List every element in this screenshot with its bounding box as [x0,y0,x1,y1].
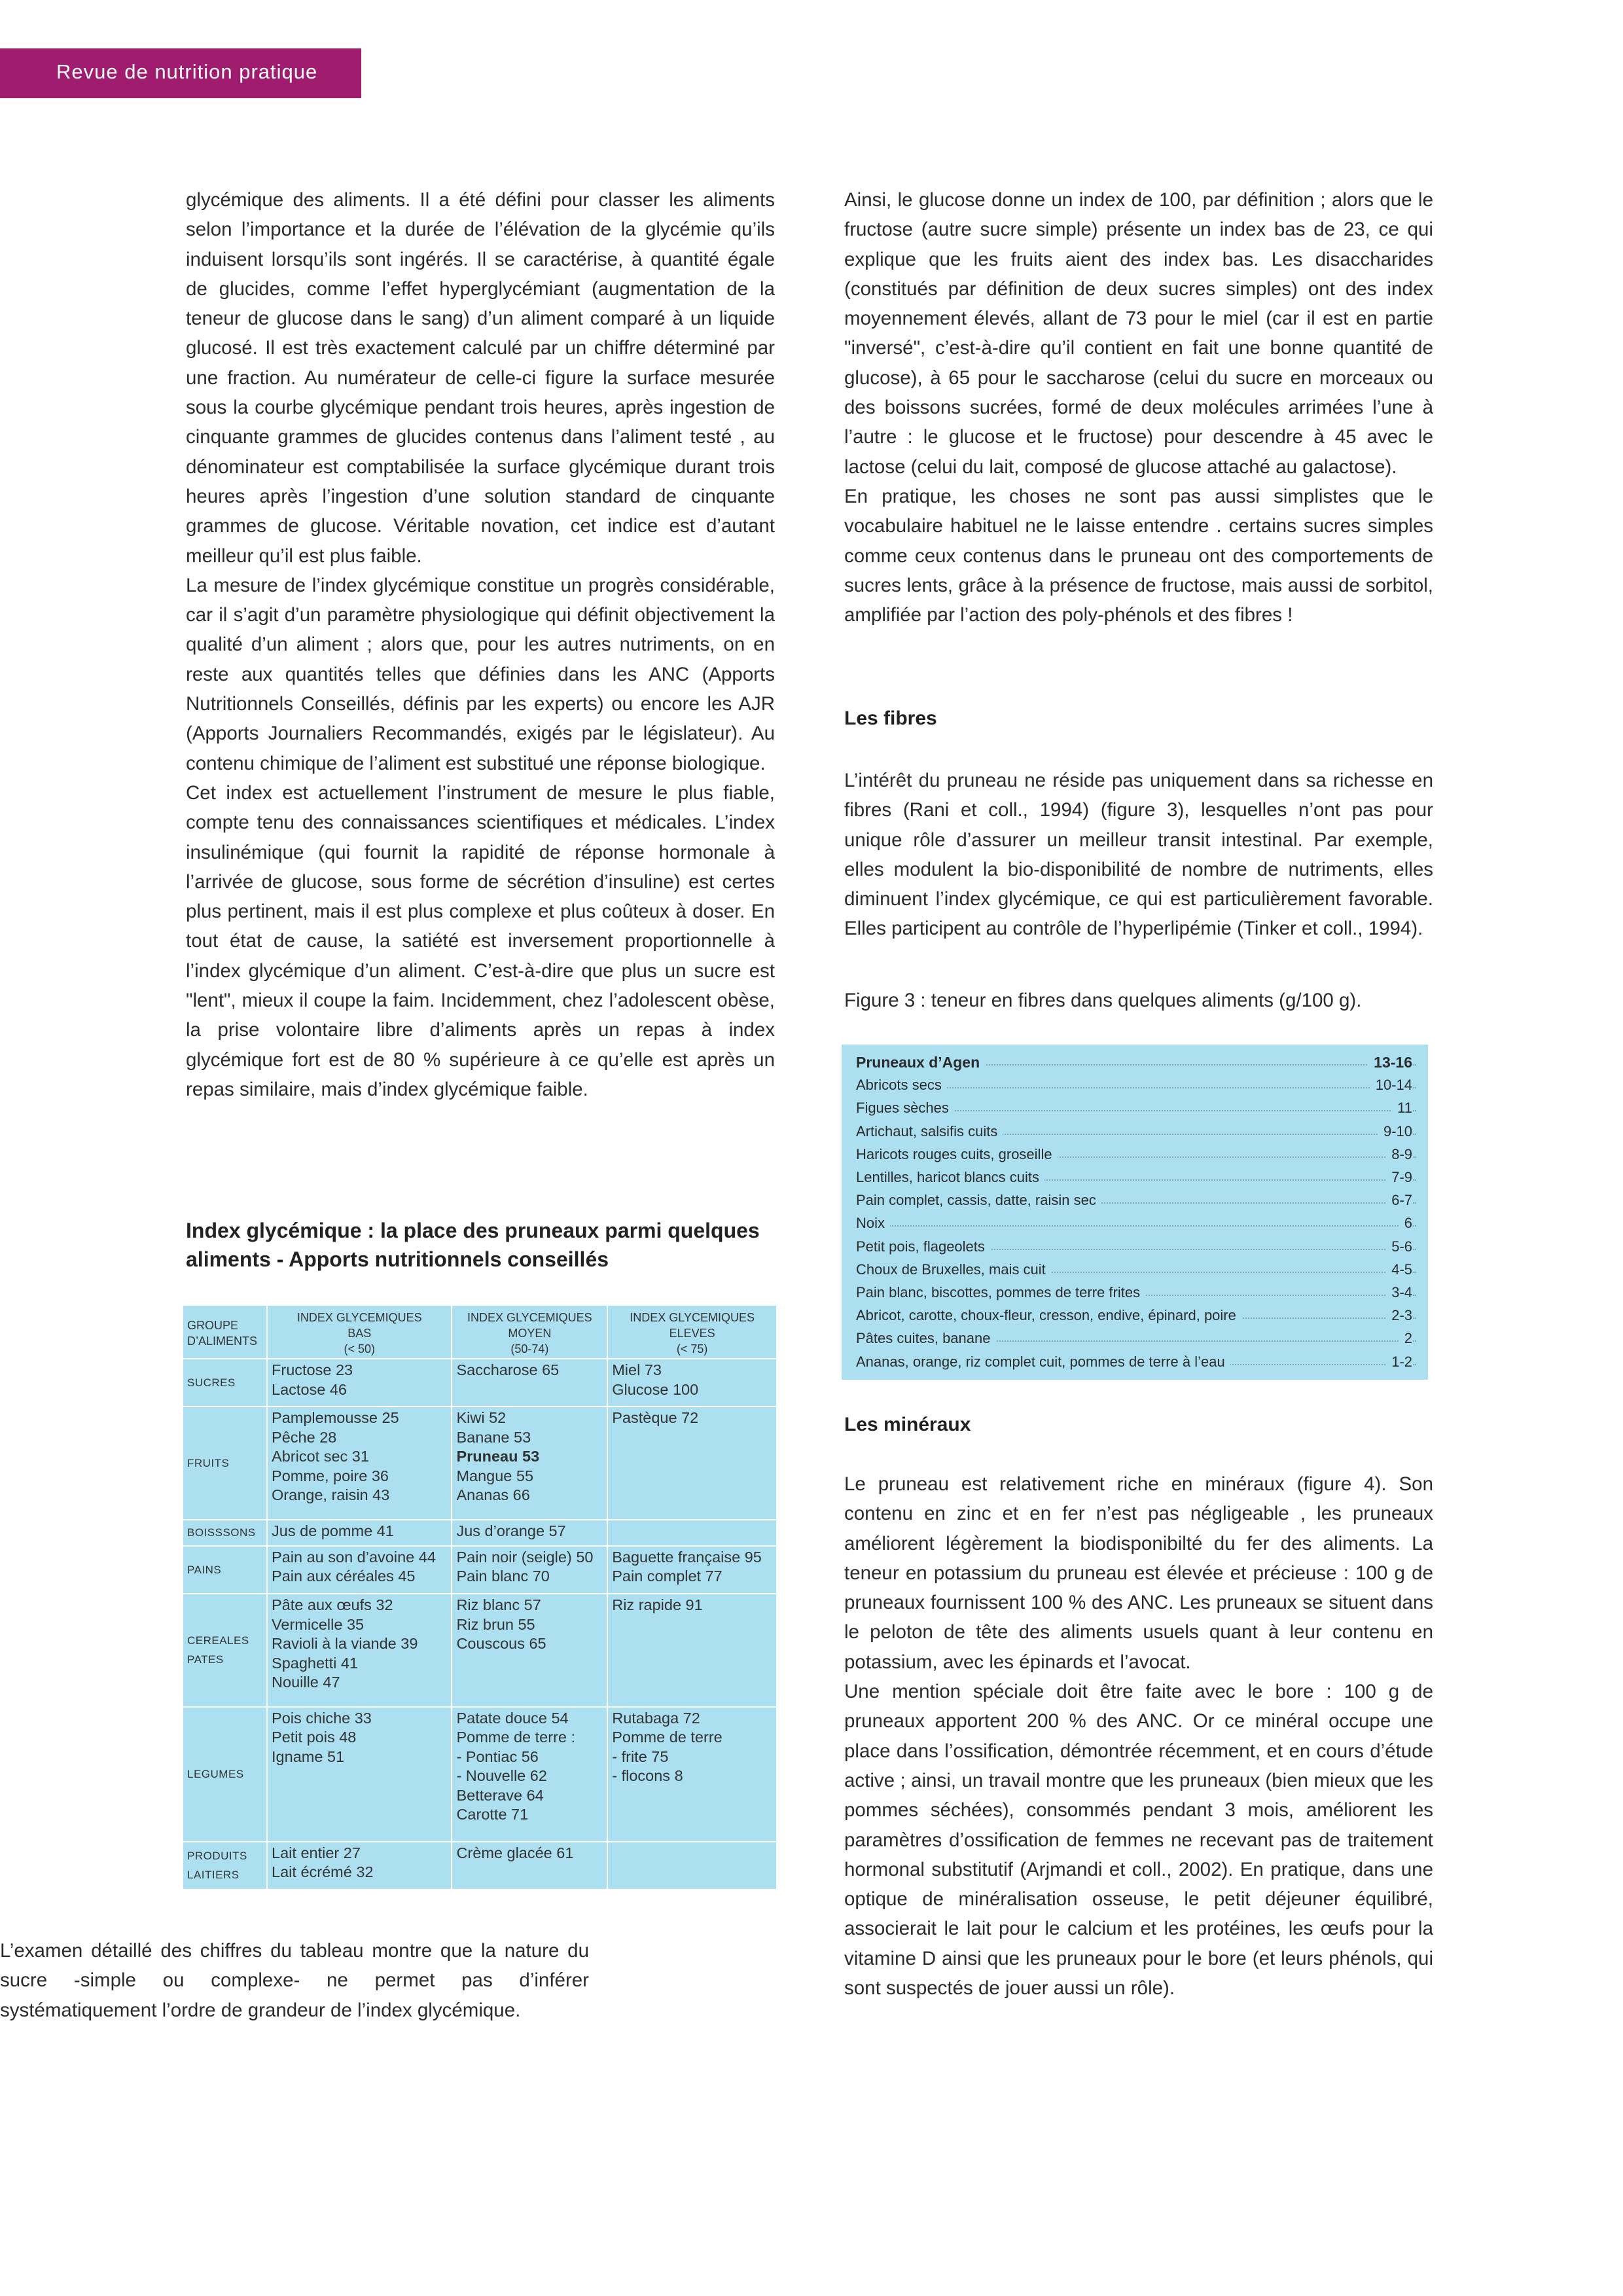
gi-cell-line: Carotte 71 [456,1806,529,1823]
gi-cell-line: FRUITS [187,1456,230,1469]
fibre-food-name: Choux de Bruxelles, mais cuit [856,1259,1051,1282]
gi-cell-line: Pamplemousse 25 [272,1409,399,1427]
gi-cell-mid [452,1594,607,1707]
gi-cell-low [267,1842,452,1890]
gi-cell-line: - frite 75 [612,1748,669,1765]
gi-cell-mid [452,1359,607,1407]
gi-header-line: D’ALIMENTS [187,1335,258,1348]
gi-cell-line: Betterave 64 [456,1786,544,1804]
gi-cell-line: Banane 53 [456,1428,531,1446]
fibre-table-row [856,1166,1416,1189]
after-table-paragraph-block [0,1936,589,2025]
gi-cell-line: Saccharose 65 [456,1361,560,1378]
fibre-food-name: Abricot, carotte, choux-fleur, cresson, endive, épinard, poire [856,1304,1241,1327]
gi-cell-line: Fructose 23 [272,1361,353,1378]
gi-table-row [183,1520,777,1546]
right-paragraph-1: Ainsi, le glucose donne un index de 100, par définition ; alors que le fructose (autre sucre simple) présente un index bas de 23, ce qui explique que les fruits aient des index bas. Les disaccharides (constitués par définition de deux sucres simples) ont des index moyennement élevés, allant de 73 pour le miel (car il est en partie "inversé", c’est-à-dire qu’il contient en fait une bonne quantité de glucose), à 65 pour le saccharose (celui du sucre en morceaux ou des boissons sucrées, formé de deux molécules arrimées l’une à l’autre : le glucose et le fructose) pour descendre à 45 avec le lactose (celui du lait, composé de glucose attaché au galactose). [844,189,1433,478]
gi-header-mid [452,1305,607,1359]
gi-cell-line: Miel 73 [612,1361,662,1378]
minerals-section-title: Les minéraux [844,1414,971,1435]
fibre-value: 7-9 [1386,1166,1412,1189]
glycemic-index-table [182,1304,777,1890]
gi-cell-high [607,1520,777,1546]
fibre-table-row [856,1189,1416,1212]
fibre-food-name: Noix [856,1212,890,1235]
gi-cell-line: Petit pois 48 [272,1729,357,1746]
fibre-food-name: Figues sèches [856,1097,954,1120]
gi-cell-low [267,1407,452,1520]
gi-cell-line: Orange, raisin 43 [272,1486,390,1504]
gi-cell-low [267,1359,452,1407]
fibre-food-name: Ananas, orange, riz complet cuit, pommes de terre à l’eau [856,1351,1230,1374]
fibre-food-name: Artichaut, salsifis cuits [856,1121,1003,1143]
gi-cell-line: Riz blanc 57 [456,1596,541,1614]
fibre-food-name: Lentilles, haricot blancs cuits [856,1166,1044,1189]
fibre-value: 6-7 [1386,1189,1412,1212]
right-column [844,185,1433,630]
gi-cell-line: Riz rapide 91 [612,1596,703,1614]
gi-cell-line: Pain blanc 70 [456,1568,550,1585]
gi-table-row [183,1359,777,1407]
gi-cell-low [267,1520,452,1546]
gi-cell-line: Pain complet 77 [612,1568,722,1585]
gi-table-row [183,1407,777,1520]
gi-header-line: (50-74) [510,1342,549,1355]
gi-cell-high [607,1707,777,1842]
gi-cell-low [267,1707,452,1842]
fibre-value: 8-9 [1386,1143,1412,1166]
gi-cell-line: BOISSSONS [187,1526,256,1539]
fibre-table-row [856,1121,1416,1143]
gi-cell-line: Couscous 65 [456,1635,546,1653]
gi-header-group [183,1305,267,1359]
gi-cell-mid [452,1546,607,1594]
gi-cell-line: Spaghetti 41 [272,1654,359,1672]
fibre-value: 10-14 [1370,1074,1412,1097]
gi-cell-line: LEGUMES [187,1768,244,1781]
gi-table-header-row [183,1305,777,1359]
gi-cell-line: Baguette française 95 [612,1548,762,1566]
fibre-food-name: Pruneaux d’Agen [856,1051,985,1074]
gi-cell-high [607,1594,777,1707]
fibre-table-row [856,1351,1416,1374]
fibre-food-name: Haricots rouges cuits, groseille [856,1143,1058,1166]
gi-header-line: ELEVES [669,1327,715,1340]
gi-table-heading: Index glycémique : la place des pruneaux parmi quelques aliments - Apports nutritionnels conseillés [186,1219,760,1271]
gi-header-line: BAS [348,1327,372,1340]
right-paragraph-2: En pratique, les choses ne sont pas aussi simplistes que le vocabulaire habituel ne le laisse entendre . certains sucres simples comme ceux contenus dans le pruneau ont des comportements de sucres lents, grâce à la présence de fructose, mais aussi de sorbitol, amplifiée par l’action des poly-phénols et des fibres ! [844,485,1433,626]
gi-header-line: GROUPE [187,1319,239,1332]
gi-cell-high [607,1842,777,1890]
gi-cell-line: PATES [187,1653,224,1666]
gi-cell-line: Pomme de terre [612,1729,722,1746]
gi-cell-group [183,1546,267,1594]
gi-table-row [183,1546,777,1594]
gi-header-line: (< 75) [676,1342,708,1355]
gi-cell-line: - Nouvelle 62 [456,1767,547,1785]
gi-cell-line: Kiwi 52 [456,1409,507,1427]
left-paragraph-1: glycémique des aliments. Il a été défini pour classer les aliments selon l’importance et la durée de l’élévation de la glycémie qu’ils induisent lorsqu’ils sont ingérés. Il se caractérise, à quantité égale de glucides, comme l’effet hyperglycémiant (augmentation de la teneur de glucose dans le sang) d’un aliment comparé à un liquide glucosé. Il est très exactement calculé par un chiffre déterminé par une fraction. Au numérateur de celle-ci figure la surface mesurée sous la courbe glycémique pendant trois heures, après ingestion de cinquante grammes de glucides contenus dans l’aliment testé , au dénominateur est comptabilisée la surface glycémique durant trois heures après l’ingestion d’une solution standard de cinquante grammes de glucose. Véritable novation, cet indice est d’autant meilleur qu’il est plus faible. [186,189,775,567]
gi-cell-line: Pain aux céréales 45 [272,1568,416,1585]
gi-cell-line: Glucose 100 [612,1380,699,1398]
fibre-table-row [856,1282,1416,1304]
fibre-table-row [856,1259,1416,1282]
gi-table-row [183,1707,777,1842]
gi-cell-line: Pêche 28 [272,1428,337,1446]
gi-cell-line: Pain au son d’avoine 44 [272,1548,436,1566]
gi-cell-group [183,1842,267,1890]
gi-cell-line: Jus de pomme 41 [272,1522,394,1539]
gi-cell-line: Jus d’orange 57 [456,1522,566,1539]
gi-cell-line: LAITIERS [187,1869,240,1882]
gi-cell-group [183,1520,267,1546]
gi-cell-line: Patate douce 54 [456,1709,569,1727]
gi-table-row [183,1594,777,1707]
gi-header-line: INDEX GLYCEMIQUES [467,1311,592,1324]
gi-cell-high [607,1546,777,1594]
gi-cell-line: Igname 51 [272,1748,345,1765]
fibre-table-row [856,1236,1416,1259]
gi-cell-line: Abricot sec 31 [272,1448,369,1465]
gi-header-line: MOYEN [508,1327,552,1340]
fibre-value: 5-6 [1386,1236,1412,1259]
fibre-table-row [856,1327,1416,1350]
fibre-food-name: Pain blanc, biscottes, pommes de terre frites [856,1282,1145,1304]
fibre-row-leader [856,1225,1416,1227]
fibre-table-row [856,1097,1416,1120]
gi-cell-line: Ananas 66 [456,1486,530,1504]
figure-3-caption: Figure 3 : teneur en fibres dans quelques aliments (g/100 g). [844,990,1362,1011]
gi-cell-line: CEREALES [187,1634,249,1647]
gi-cell-group [183,1707,267,1842]
fibre-content-table [842,1045,1428,1380]
gi-cell-line: Pâte aux œufs 32 [272,1596,393,1614]
gi-cell-line: Nouille 47 [272,1674,340,1691]
minerals-text-block [844,1469,1433,2003]
fibre-food-name: Pâtes cuites, banane [856,1327,995,1350]
journal-header-band [0,48,361,98]
gi-cell-high [607,1359,777,1407]
gi-table-row [183,1842,777,1890]
gi-cell-line: Mangue 55 [456,1467,534,1484]
left-column [186,185,775,1104]
fibre-value: 1-2 [1386,1351,1412,1374]
fibre-table-row [856,1143,1416,1166]
gi-cell-line: Riz brun 55 [456,1615,535,1633]
gi-cell-line: Rutabaga 72 [612,1709,700,1727]
fibre-table-row [856,1212,1416,1235]
gi-cell-line: Pain noir (seigle) 50 [456,1548,594,1566]
minerals-paragraph-1: Le pruneau est relativement riche en minéraux (figure 4). Son contenu en zinc et en fer n’est pas négligeable , les pruneaux améliorent légèrement la biodisponibilté du fer des aliments. La teneur en potassium du pruneau est élevée et précieuse : 100 g de pruneaux fournissent 100 % des ANC. Les pruneaux se situent dans le peloton de tête des aliments usuels quant à leur contenu en potassium, avec les épinards et l’avocat. [844,1473,1433,1673]
gi-cell-low [267,1594,452,1707]
fibre-value: 2 [1399,1327,1412,1350]
fibre-value: 11 [1392,1097,1412,1120]
gi-header-high [607,1305,777,1359]
gi-header-line: INDEX GLYCEMIQUES [296,1311,422,1324]
gi-cell-line: PAINS [187,1563,222,1576]
gi-cell-line: Vermicelle 35 [272,1615,365,1633]
gi-cell-group [183,1407,267,1520]
gi-cell-mid [452,1842,607,1890]
fibre-value: 9-10 [1378,1121,1412,1143]
fibres-section-title: Les fibres [844,708,937,729]
gi-cell-line: Crème glacée 61 [456,1844,574,1861]
gi-cell-mid [452,1520,607,1546]
gi-cell-line: SUCRES [187,1376,236,1389]
left-paragraph-3: Cet index est actuellement l’instrument de mesure le plus fiable, compte tenu des connaissances scientifiques et médicales. L’index insulinémique (qui fournit la rapidité de réponse hormonale à l’arrivée de glucose, sous forme de sécrétion d’insuline) est certes plus pertinent, mais il est plus complexe et plus coûteux à doser. En tout état de cause, la satiété est inversement proportionnelle à l’index glycémique d’un aliment. C’est-à-dire que plus un sucre est "lent", mieux il coupe la faim. Incidemment, chez l’adolescent obèse, la prise volontaire libre d’aliments après un repas à index glycémique fort est de 80 % supérieure à ce qu’elle est après un repas similaire, mais d’index glycémique faible. [186,781,775,1100]
gi-header-line: (< 50) [344,1342,375,1355]
fibre-value: 4-5 [1386,1259,1412,1282]
gi-cell-line: Pruneau 53 [456,1448,540,1465]
journal-title: Revue de nutrition pratique [56,60,318,83]
left-paragraph-2: La mesure de l’index glycémique constitue un progrès considérable, car il s’agit d’un paramètre physiologique qui définit objectivement la qualité d’un aliment ; alors que, pour les autres nutriments, on en reste aux quantités telles que définies dans les ANC (Apports Nutritionnels Conseillés, définis par les experts) ou encore les AJR (Apports Journaliers Recommandés, exigés par le législateur). Au contenu chimique de l’aliment est substitué une réponse biologique. [186,574,775,774]
fibre-value: 3-4 [1386,1282,1412,1304]
fibre-value: 13-16 [1368,1051,1412,1074]
gi-cell-high [607,1407,777,1520]
gi-cell-line: - flocons 8 [612,1767,683,1785]
figure-caption-block [844,986,1433,1015]
gi-cell-line: Pomme de terre : [456,1729,575,1746]
fibres-paragraph: L’intérêt du pruneau ne réside pas uniquement dans sa richesse en fibres (Rani et coll., 1994) (figure 3), lesquelles n’ont pas pour unique rôle d’assurer un meilleur transit intestinal. Par exemple, elles modulent la bio-disponibilité de nombre de nutriments, elles diminuent l’index glycémique, ce qui est particulièrement favorable. Elles participent au contrôle de l’hyperlipémie (Tinker et coll., 1994). [844,770,1433,940]
gi-cell-group [183,1359,267,1407]
fibre-value: 6 [1399,1212,1412,1235]
fibre-food-name: Pain complet, cassis, datte, raisin sec [856,1189,1101,1212]
gi-cell-line: Pomme, poire 36 [272,1467,389,1484]
fibres-text-block [844,766,1433,944]
gi-cell-line: Lactose 46 [272,1380,348,1398]
gi-cell-line: Lait écrémé 32 [272,1863,374,1881]
minerals-paragraph-2: Une mention spéciale doit être faite avec le bore : 100 g de pruneaux apportent 200 % des ANC. Or ce minéral occupe une place dans l’ossification, démontrée récemment, et en cours d’étude active ; ainsi, un travail montre que les pruneaux (bien mieux que les pommes séchées), consommés pendant 3 mois, améliorent les paramètres d’ossification de femmes ne recevant pas de traitement hormonal substitutif (Arjmandi et coll., 2002). En pratique, dans une optique de minéralisation osseuse, le petit déjeuner équilibré, associerait le lait pour le calcium et les protéines, les œufs pour la vitamine D ainsi que les pruneaux pour le bore (et leurs phénols, qui sont suspectés de jouer aussi un rôle). [844,1681,1433,2000]
gi-cell-line: PRODUITS [187,1849,247,1862]
fibre-value: 2-3 [1386,1304,1412,1327]
gi-cell-mid [452,1407,607,1520]
fibre-table-row [856,1074,1416,1097]
fibre-food-name: Abricots secs [856,1074,947,1097]
gi-cell-mid [452,1707,607,1842]
fibre-table-row [856,1304,1416,1327]
fibre-table-row [856,1051,1416,1074]
gi-cell-group [183,1594,267,1707]
gi-header-low [267,1305,452,1359]
gi-cell-line: Pastèque 72 [612,1409,699,1427]
after-table-paragraph: L’examen détaillé des chiffres du tableau montre que la nature du sucre -simple ou complexe- ne permet pas d’inférer systématiquement l’ordre de grandeur de l’index glycémique. [0,1940,589,2021]
gi-cell-low [267,1546,452,1594]
gi-cell-line: Ravioli à la viande 39 [272,1635,418,1653]
gi-cell-line: - Pontiac 56 [456,1748,539,1765]
fibre-food-name: Petit pois, flageolets [856,1236,990,1259]
gi-cell-line: Pois chiche 33 [272,1709,372,1727]
gi-header-line: INDEX GLYCEMIQUES [630,1311,755,1324]
gi-cell-line: Lait entier 27 [272,1844,361,1861]
